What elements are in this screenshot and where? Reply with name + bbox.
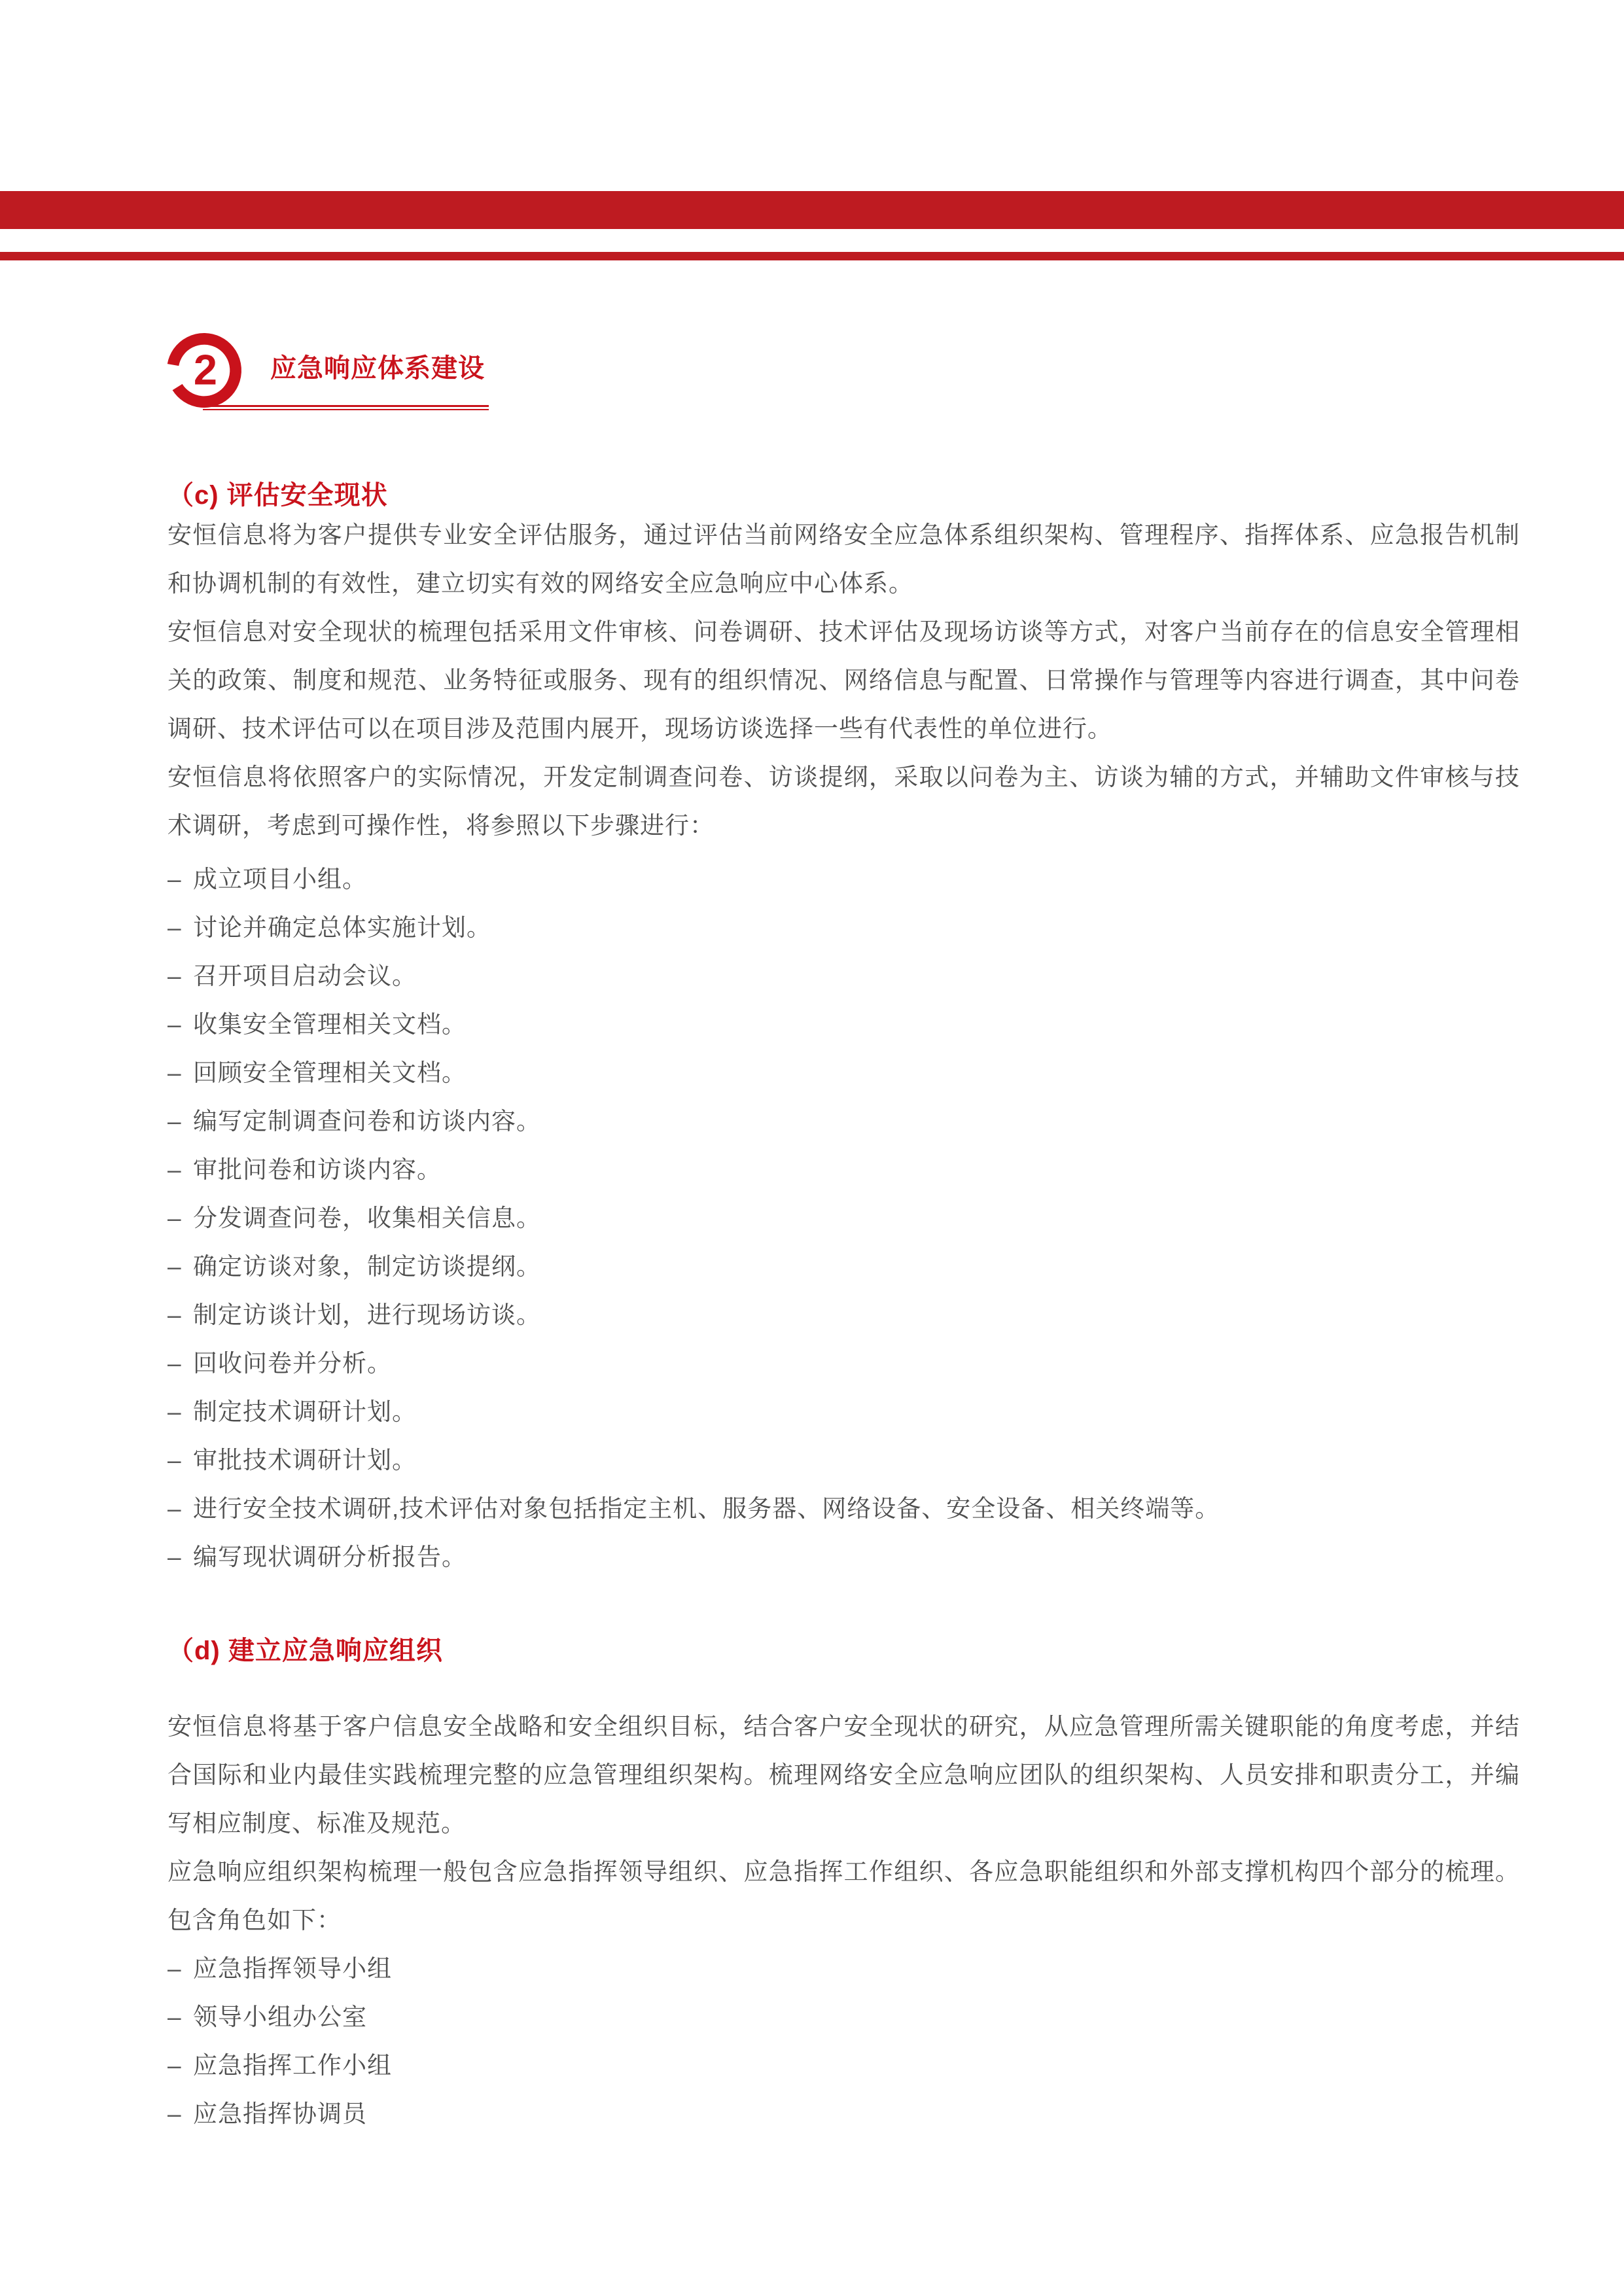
list-item-text: 确定访谈对象，制定访谈提纲。 [193, 1253, 541, 1280]
subsection-heading-d: （d) 建立应急响应组织 [168, 1636, 443, 1665]
list-item [168, 1243, 1520, 1291]
dash-marker: – [168, 2052, 182, 2079]
list-item [168, 1339, 1520, 1388]
paragraph: 应急响应组织架构梳理一般包含应急指挥领导组织、应急指挥工作组织、各应急职能组织和外部支撑机构四个部分的梳理。包含角色如下： [168, 1858, 1520, 1934]
list-item-text: 分发调查问卷，收集相关信息。 [193, 1205, 541, 1231]
dash-marker: – [168, 1447, 182, 1474]
section-header [166, 332, 1520, 410]
top-bar-thin [0, 252, 1624, 260]
bullet-list-c [168, 855, 1520, 1581]
list-item [168, 855, 1520, 904]
dash-marker: – [168, 1156, 182, 1183]
list-item-text: 审批技术调研计划。 [193, 1447, 417, 1474]
dash-marker: – [168, 1955, 182, 1982]
dash-marker: – [168, 963, 182, 989]
list-item [168, 952, 1520, 1000]
list-item-text: 编写定制调查问卷和访谈内容。 [193, 1108, 541, 1135]
list-item [168, 1194, 1520, 1243]
paragraph: 安恒信息将依照客户的实际情况，开发定制调查问卷、访谈提纲，采取以问卷为主、访谈为辅的方式，并辅助文件审核与技术调研，考虑到可操作性，将参照以下步骤进行： [168, 764, 1520, 839]
list-item [168, 1533, 1520, 1581]
list-item-text: 领导小组办公室 [193, 2004, 367, 2030]
title-underline [203, 405, 489, 410]
list-item [168, 1436, 1520, 1485]
list-item-text: 制定技术调研计划。 [193, 1398, 417, 1425]
list-item [168, 1485, 1520, 1533]
list-item [168, 1049, 1520, 1097]
list-item-text: 成立项目小组。 [193, 866, 367, 892]
paragraph: 安恒信息将为客户提供专业安全评估服务，通过评估当前网络安全应急体系组织架构、管理程序、指挥体系、应急报告机制和协调机制的有效性，建立切实有效的网络安全应急响应中心体系。 [168, 521, 1520, 597]
dash-marker: – [168, 1205, 182, 1231]
list-item-text: 应急指挥领导小组 [193, 1955, 392, 1982]
list-item [168, 1945, 1520, 1993]
list-item-text: 讨论并确定总体实施计划。 [193, 914, 491, 941]
dash-marker: – [168, 1301, 182, 1328]
list-item [168, 1146, 1520, 1194]
list-item [168, 1097, 1520, 1146]
dash-marker: – [168, 1059, 182, 1086]
list-item [168, 904, 1520, 952]
dash-marker: – [168, 2100, 182, 2127]
dash-marker: – [168, 1253, 182, 1280]
list-item-text: 编写现状调研分析报告。 [193, 1544, 467, 1570]
list-item-text: 召开项目启动会议。 [193, 963, 417, 989]
dash-marker: – [168, 1398, 182, 1425]
list-item [168, 2041, 1520, 2090]
list-item-text: 审批问卷和访谈内容。 [193, 1156, 442, 1183]
list-item-text: 应急指挥工作小组 [193, 2052, 392, 2079]
paragraph: 安恒信息将基于客户信息安全战略和安全组织目标，结合客户安全现状的研究，从应急管理所需关键职能的角度考虑，并结合国际和业内最佳实践梳理完整的应急管理组织架构。梳理网络安全应急响应团队的组织架构、人员安排和职责分工，并编写相应制度、标准及规范。 [168, 1713, 1520, 1837]
dash-marker: – [168, 1544, 182, 1570]
section-title: 应急响应体系建设 [270, 354, 485, 383]
list-item [168, 1993, 1520, 2041]
list-item [168, 1000, 1520, 1049]
dash-marker: – [168, 866, 182, 892]
dash-marker: – [168, 1350, 182, 1377]
list-item [168, 1291, 1520, 1339]
top-bar-thick [0, 191, 1624, 229]
list-item-text: 回顾安全管理相关文档。 [193, 1059, 467, 1086]
list-item-text: 进行安全技术调研,技术评估对象包括指定主机、服务器、网络设备、安全设备、相关终端等。 [193, 1495, 1220, 1522]
list-item-text: 回收问卷并分析。 [193, 1350, 392, 1377]
dash-marker: – [168, 914, 182, 941]
list-item [168, 2090, 1520, 2138]
paragraph: 安恒信息对安全现状的梳理包括采用文件审核、问卷调研、技术评估及现场访谈等方式，对客户当前存在的信息安全管理相关的政策、制度和规范、业务特征或服务、现有的组织情况、网络信息与配置、日常操作与管理等内容进行调查，其中问卷调研、技术评估可以在项目涉及范围内展开，现场访谈选择一些有代表性的单位进行。 [168, 618, 1520, 742]
dash-marker: – [168, 1011, 182, 1038]
section-number-badge [166, 332, 243, 409]
dash-marker: – [168, 1495, 182, 1522]
page-content [168, 332, 1520, 2138]
section-number: 2 [193, 345, 218, 394]
subsection-c [168, 480, 1520, 1581]
bullet-list-d [168, 1945, 1520, 2138]
subsection-heading-c: （c) 评估安全现状 [168, 481, 388, 510]
list-item-text: 应急指挥协调员 [193, 2100, 367, 2127]
dash-marker: – [168, 1108, 182, 1135]
dash-marker: – [168, 2004, 182, 2030]
list-item [168, 1388, 1520, 1436]
list-item-text: 收集安全管理相关文档。 [193, 1011, 467, 1038]
subsection-d [168, 1635, 1520, 2138]
list-item-text: 制定访谈计划，进行现场访谈。 [193, 1301, 541, 1328]
